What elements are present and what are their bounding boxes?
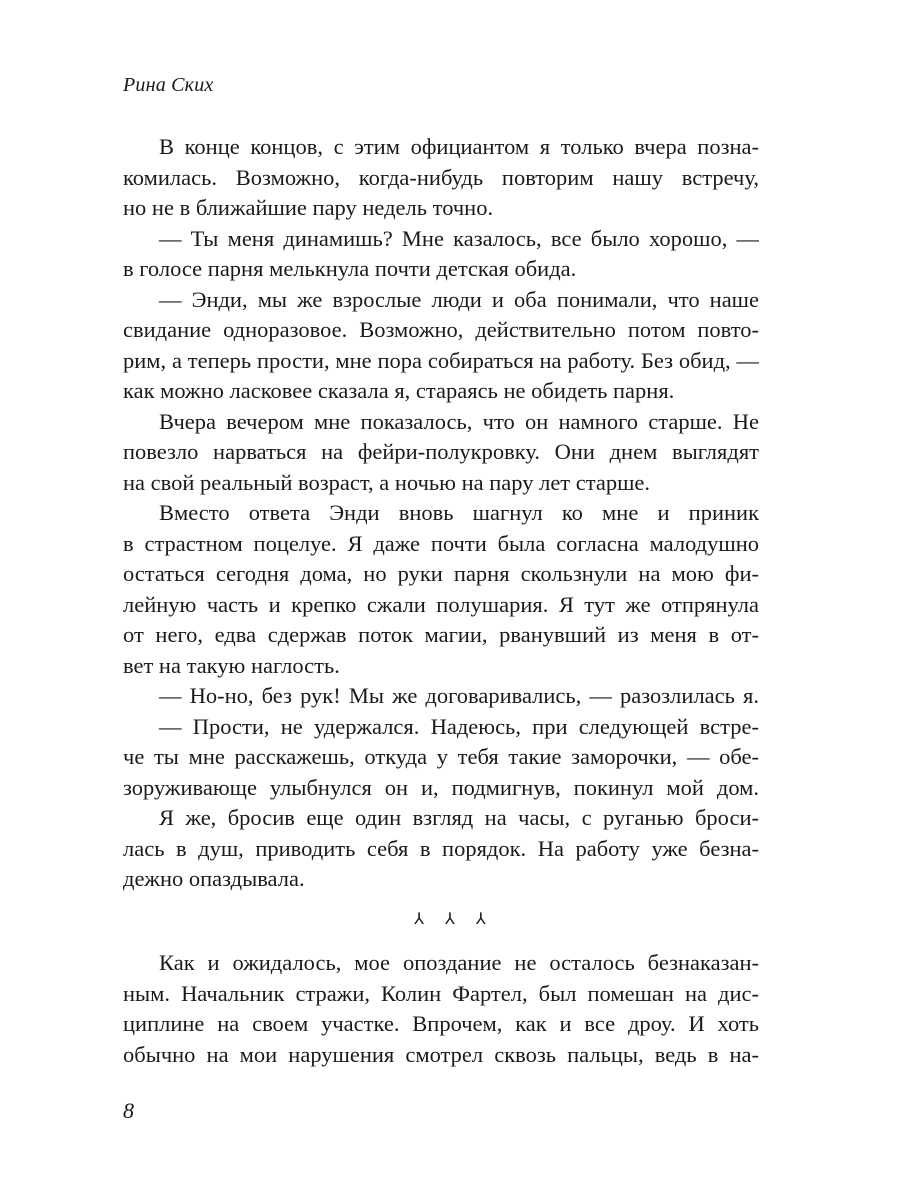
separator-mark-2: ⅄ <box>445 909 455 928</box>
text-line: — Прости, не удержался. Надеюсь, при следующей встре- <box>159 713 759 739</box>
text-line: вет на такую наглость. <box>123 652 340 678</box>
text-line: на свой реальный возраст, а ночью на пару лет старше. <box>123 469 651 495</box>
text-line: — Но-но, без рук! Мы же договаривались, — разозлилась я. <box>159 683 759 708</box>
text-line: остаться сегодня дома, но руки парня скользнули на мою фи- <box>123 561 759 586</box>
text-line: Как и ожидалось, мое опоздание не осталось безнаказан- <box>159 950 759 975</box>
text-line: рим, а теперь прости, мне пора собираться на работу. Без обид, — <box>123 347 759 373</box>
text-line: как можно ласковее сказала я, стараясь не обидеть парня. <box>123 378 675 403</box>
text-line: но не в ближайшие пару недель точно. <box>123 195 494 220</box>
running-header-author: Рина Ских <box>123 74 214 96</box>
text-line: — Ты меня динамишь? Мне казалось, все было хорошо, — <box>159 225 759 251</box>
text-line: комилась. Возможно, когда-нибудь повторим нашу встречу, <box>123 164 759 190</box>
text-line: повезло нарваться на фейри-полукровку. Они днем выглядят <box>123 439 759 464</box>
text-line: Я же, бросив еще один взгляд на часы, с руганью броси- <box>159 805 759 830</box>
text-line: в страстном поцелуе. Я даже почти была согласна малодушно <box>123 530 759 556</box>
text-line: свидание одноразовое. Возможно, действительно потом повто- <box>123 317 759 342</box>
text-line: В конце концов, с этим официантом я только вчера позна- <box>159 134 759 159</box>
body-text-lower <box>123 948 759 1070</box>
text-line: Вместо ответа Энди вновь шагнул ко мне и приник <box>159 500 759 525</box>
text-line: дежно опаздывала. <box>123 866 305 891</box>
text-line: в голосе парня мелькнула почти детская обида. <box>123 256 577 281</box>
text-line: лейную часть и крепко сжали полушария. Я тут же отпрянула <box>123 591 759 617</box>
text-line: зоруживающе улыбнулся он и, подмигнув, покинул мой дом. <box>123 774 759 800</box>
page-number: 8 <box>123 1098 134 1123</box>
body-text-upper <box>123 132 759 895</box>
text-line: от него, едва сдержав поток магии, рванувший из меня в от- <box>123 622 759 647</box>
text-line: че ты мне расскажешь, откуда у тебя такие заморочки, — обе- <box>123 744 759 769</box>
section-separator <box>0 909 900 928</box>
text-line: обычно на мои нарушения смотрел сквозь пальцы, ведь в на- <box>123 1041 759 1067</box>
separator-mark-3: ⅄ <box>475 909 486 928</box>
text-line: лась в душ, приводить себя в порядок. На работу уже безна- <box>123 835 759 861</box>
text-line: — Энди, мы же взрослые люди и оба понимали, что наше <box>159 286 759 312</box>
separator-mark-1: ⅄ <box>414 909 425 928</box>
text-line: ным. Начальник стражи, Колин Фартел, был помешан на дис- <box>123 980 759 1006</box>
text-line: Вчера вечером мне показалось, что он намного старше. Не <box>159 408 759 434</box>
text-line: циплине на своем участке. Впрочем, как и все дроу. И хоть <box>123 1011 759 1036</box>
